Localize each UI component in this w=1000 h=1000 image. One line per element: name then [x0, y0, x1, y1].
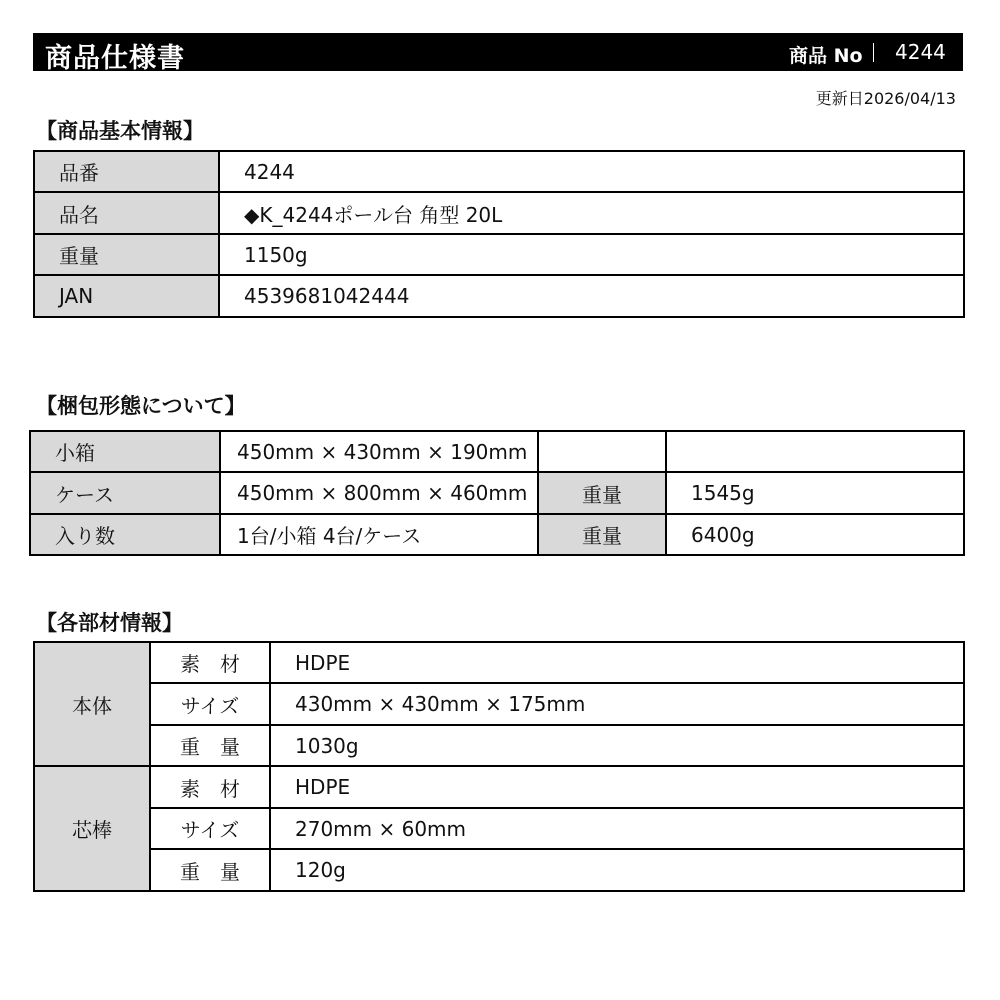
- pack-label-case: ケース: [30, 472, 220, 514]
- part-label-size: サイズ: [150, 683, 270, 725]
- row-label-part-number: 品番: [34, 151, 219, 192]
- table-row: [34, 766, 964, 808]
- product-no-value: 4244: [895, 40, 946, 64]
- table-row: [30, 431, 964, 472]
- document-title: 商品仕様書: [45, 43, 185, 74]
- pack-value-case: 450mm × 800mm × 460mm: [220, 472, 538, 514]
- pack-value-total-weight: 6400g: [666, 514, 964, 555]
- table-row: [30, 472, 964, 514]
- header-divider: [873, 43, 874, 62]
- part-label-weight: 重 量: [150, 849, 270, 891]
- part-label-material: 素 材: [150, 766, 270, 808]
- part-group-body: 本体: [34, 642, 150, 766]
- pack-value2-small-box: [666, 431, 964, 472]
- pack-label2-small-box: [538, 431, 666, 472]
- parts-table: [33, 641, 965, 892]
- table-row: [34, 642, 964, 683]
- part-label-material: 素 材: [150, 642, 270, 683]
- part-value-size: 430mm × 430mm × 175mm: [270, 683, 964, 725]
- packaging-table: [29, 430, 965, 556]
- pack-value-quantity: 1台/小箱 4台/ケース: [220, 514, 538, 555]
- part-value-weight: 1030g: [270, 725, 964, 766]
- row-label-product-name: 品名: [34, 192, 219, 234]
- table-row: [34, 808, 964, 849]
- table-row: [34, 234, 964, 275]
- part-value-material: HDPE: [270, 766, 964, 808]
- part-label-weight: 重 量: [150, 725, 270, 766]
- part-value-size: 270mm × 60mm: [270, 808, 964, 849]
- pack-label-quantity: 入り数: [30, 514, 220, 555]
- table-row: [34, 683, 964, 725]
- pack-value-small-box: 450mm × 430mm × 190mm: [220, 431, 538, 472]
- table-row: [34, 192, 964, 234]
- row-label-jan: JAN: [34, 275, 219, 317]
- row-value-product-name: ◆K_4244ポール台 角型 20L: [219, 192, 964, 234]
- pack-label-small-box: 小箱: [30, 431, 220, 472]
- row-value-part-number: 4244: [219, 151, 964, 192]
- row-value-jan: 4539681042444: [219, 275, 964, 317]
- table-row: [30, 514, 964, 555]
- document-header: [33, 33, 963, 74]
- pack-value-case-weight: 1545g: [666, 472, 964, 514]
- table-row: [34, 849, 964, 891]
- parts-title: 【各部材情報】: [36, 611, 183, 635]
- part-value-material: HDPE: [270, 642, 964, 683]
- updated-date: 更新日2026/04/13: [815, 89, 956, 108]
- row-label-weight: 重量: [34, 234, 219, 275]
- product-no-label: 商品 No: [789, 45, 863, 67]
- table-row: [34, 151, 964, 192]
- basic-info-table: [33, 150, 965, 318]
- part-label-size: サイズ: [150, 808, 270, 849]
- part-value-weight: 120g: [270, 849, 964, 891]
- pack-label-total-weight: 重量: [538, 514, 666, 555]
- table-row: [34, 275, 964, 317]
- basic-info-title: 【商品基本情報】: [36, 119, 204, 143]
- part-group-core-rod: 芯棒: [34, 766, 150, 891]
- row-value-weight: 1150g: [219, 234, 964, 275]
- table-row: [34, 725, 964, 766]
- packaging-title: 【梱包形態について】: [36, 394, 246, 418]
- pack-label-case-weight: 重量: [538, 472, 666, 514]
